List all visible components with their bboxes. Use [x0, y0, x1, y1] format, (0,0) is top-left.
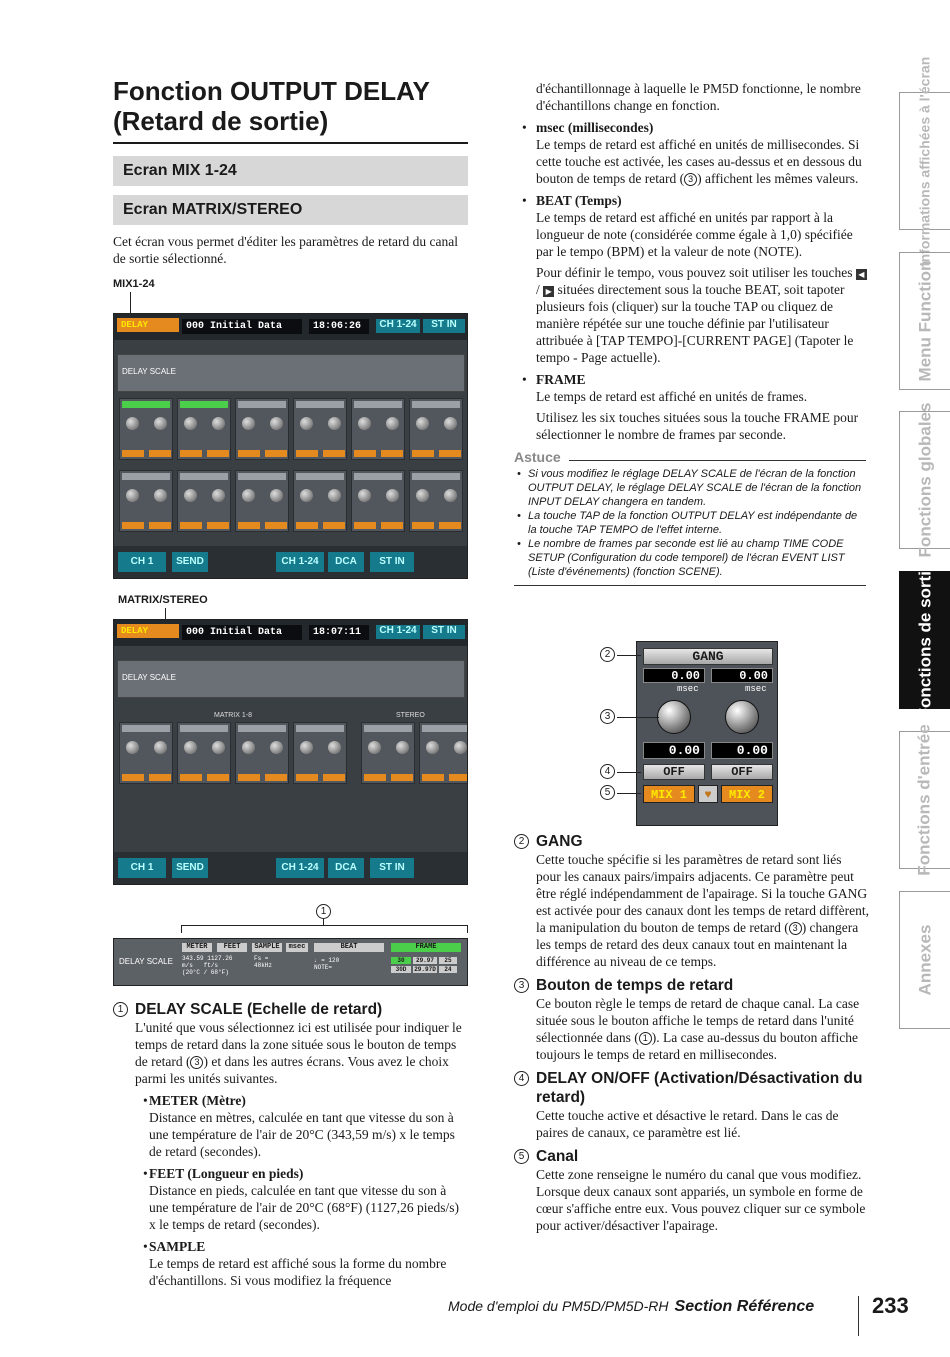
tab-annexes[interactable]: Annexes — [899, 891, 950, 1029]
fader-ch-button[interactable]: CH 1-24 — [276, 858, 324, 878]
channel-strip[interactable] — [235, 470, 289, 532]
title-rule — [113, 142, 468, 144]
feet-button[interactable]: FEET — [217, 943, 247, 952]
output-label: DELAY — [117, 624, 179, 638]
channel-strip[interactable] — [293, 470, 347, 532]
items-2-5 — [514, 832, 869, 1234]
page-title: Fonction OUTPUT DELAY (Retard de sortie) — [113, 76, 430, 136]
feet-unit: • FEET (Longueur en pieds) Distance en pieds, calculée en tant que vitesse du son à une température de l'air de 20°C (68°F) (1127,26 pieds/s) x le temps de retard (secondes). — [135, 1165, 469, 1233]
item-3-heading: 3 Bouton de temps de retard — [514, 976, 869, 995]
item-1-heading: 1 DELAY SCALE (Echelle de retard) — [113, 1000, 469, 1019]
footer-divider — [858, 1296, 859, 1336]
meter-unit: • METER (Mètre) Distance en mètres, calculée en tant que vitesse du son à une température de l'air de 20°C (343,59 m/s) x le temps de retard (secondes). — [135, 1092, 469, 1160]
st-in-button[interactable]: ST IN — [370, 552, 414, 572]
beat-unit: • BEAT (Temps) Le temps de retard est affiché en unités par rapport à la longueur de note (considérée comme égale à 1,0) spécifiée par le tempo (BPM) et la valeur de note (NOTE). Pour définir le tempo, vous pouvez soit utiliser les touches ◀ / ▶ situées directement sous la touche BEAT, soit tapoter plusieurs fois (cliquer) sur la touche TAP ou cliquez de manière répétée sur une touche définie par l'utilisateur attribuée à [TAP TEMPO]-[CURRENT PAGE] (Tapoter le tempo - Page actuelle). — [514, 192, 869, 366]
astuce-item: • Le nombre de frames par seconde est lié au champ TIME CODE SETUP (Configuration du code temporel) de l'écran EVENT LIST (Liste d'événements) (fonction SCENE). — [514, 537, 866, 579]
meter-section: CH 1-24 — [376, 625, 420, 639]
beat-button[interactable]: BEAT — [314, 943, 384, 952]
caption-mix: MIX1-24 — [113, 278, 155, 290]
sample-unit: • SAMPLE Le temps de retard est affiché sous la forme du nombre d'échantillons. Si vous modifiez la fréquence — [135, 1238, 469, 1289]
item-4-body: Cette touche active et désactive le retard. Dans le cas de paires de canaux, ce paramètre est lié. — [536, 1108, 839, 1140]
channel-strip[interactable] — [177, 722, 231, 784]
callout-4: 4 — [600, 764, 615, 779]
right-column — [514, 80, 869, 586]
tab-fonctions-globales[interactable]: Fonctions globales — [899, 411, 950, 549]
channel-strip[interactable] — [409, 470, 463, 532]
callout-3: 3 — [600, 709, 615, 724]
callout-5: 5 — [600, 785, 615, 800]
msec-value-right: 0.00 — [711, 668, 773, 683]
caption-matrix: MATRIX/STEREO — [118, 594, 208, 606]
channel-row-2 — [119, 470, 463, 532]
tab-informations[interactable]: Informations affichées à l'écran — [899, 92, 950, 230]
channel-strip[interactable] — [119, 398, 173, 460]
delay-off-button-left[interactable]: OFF — [643, 764, 705, 780]
frame-unit: • FRAME Le temps de retard est affiché en unités de frames. Utilisez les six touches situées sous la touche FRAME pour sélectionner le nombre de frames par seconde. — [514, 371, 869, 443]
tempo-down-icon: ◀ — [856, 269, 867, 280]
st-in-meter: ST IN — [423, 625, 465, 639]
channel-strip[interactable] — [119, 722, 173, 784]
item-1-body: L'unité que vous sélectionnez ici est utilisée pour indiquer le temps de retard dans la zone située sous le bouton de temps de retard ( 3 ) et dans les autres écrans. Vous avez le choix parmi les unités suivantes. — [135, 1020, 462, 1086]
tab-menu-function[interactable]: Menu Function — [899, 252, 950, 390]
heart-pair-icon[interactable]: ♥ — [698, 785, 718, 803]
dca-button[interactable]: DCA — [328, 858, 364, 878]
fader-ch-button[interactable]: CH 1-24 — [276, 552, 324, 572]
section-heading-mix: Ecran MIX 1-24 — [113, 156, 468, 186]
matrix-group-label: MATRIX 1-8 — [214, 712, 252, 719]
channel-strip[interactable] — [293, 722, 347, 784]
item-5-body: Cette zone renseigne le numéro du canal que vous modifiez. Lorsque deux canaux sont appariés, un symbole en forme de cœur s'affiche entre eux. Vous pouvez cliquer sur ce symbole pour activer/désactiver l'apairage. — [536, 1167, 866, 1233]
sample-continued: d'échantillonnage à laquelle le PM5D fonctionne, le nombre d'échantillons change en fonction. — [536, 81, 861, 113]
mix-screen — [113, 313, 468, 579]
meter-section: CH 1-24 — [376, 319, 420, 333]
delay-scale-panel: DELAY SCALE — [117, 354, 465, 392]
st-in-meter: ST IN — [423, 319, 465, 333]
dca-button[interactable]: DCA — [328, 552, 364, 572]
delay-off-button-right[interactable]: OFF — [711, 764, 773, 780]
section-heading-matrix: Ecran MATRIX/STEREO — [113, 195, 468, 225]
astuce-list — [514, 467, 866, 579]
callout-bracket — [181, 925, 468, 933]
footer: Mode d'emploi du PM5D/PM5D-RH Section Référence — [448, 1298, 815, 1315]
channel-label-right: MIX 2 — [721, 785, 773, 803]
tempo-up-icon: ▶ — [543, 286, 554, 297]
delay-knob-left[interactable] — [657, 700, 691, 734]
channel-strip[interactable] — [293, 398, 347, 460]
left-column — [113, 76, 469, 267]
msec-value-left: 0.00 — [643, 668, 705, 683]
sample-button[interactable]: SAMPLE — [252, 943, 282, 952]
channel-strip[interactable] — [235, 722, 289, 784]
scene-memory: 000 Initial Data — [182, 625, 302, 640]
channel-strip[interactable] — [119, 470, 173, 532]
tab-fonctions-sortie[interactable]: Fonctions de sortie — [899, 571, 950, 709]
selected-ch[interactable]: CH 1 — [118, 858, 166, 878]
channel-strip[interactable] — [361, 722, 415, 784]
channel-strip[interactable] — [419, 722, 468, 784]
present-time: 18:07:11 — [309, 625, 369, 640]
frame-rate-buttons: 30 29.97 25 30D 29.97D 24 — [391, 957, 457, 973]
page-number: 233 — [872, 1293, 909, 1318]
channel-strip[interactable] — [351, 398, 405, 460]
channel-strip[interactable] — [177, 470, 231, 532]
send-button[interactable]: SEND — [172, 552, 208, 572]
matrix-screen — [113, 619, 468, 885]
item-1-section — [113, 1000, 469, 1289]
channel-zoom-figure: GANG 0.00 0.00 msec msec 0.00 0.00 OFF OFF MIX 1 ♥ MIX 2 — [636, 641, 778, 826]
scene-memory: 000 Initial Data — [182, 319, 302, 334]
astuce-item: • Si vous modifiez le réglage DELAY SCALE de l'écran de la fonction OUTPUT DELAY, le réglage DELAY SCALE de l'écran de la fonction INPUT DELAY changera en tandem. — [514, 467, 866, 509]
delay-value-right: 0.00 — [711, 742, 773, 759]
selected-ch[interactable]: CH 1 — [118, 552, 166, 572]
delay-value-left: 0.00 — [643, 742, 705, 759]
delay-knob-right[interactable] — [725, 700, 759, 734]
item-3-body: Ce bouton règle le temps de retard de chaque canal. La case située sous le bouton affiche le temps de retard dans l'unité sélectionnée dans ( 1 ). La case au-dessus du bouton affiche toujours le temps de retard en millisecondes. — [536, 996, 860, 1062]
msec-unit: • msec (millisecondes) Le temps de retard est affiché en unités de millisecondes. Si cette touche est activée, les cases au-dessus et en dessous du bouton de temps de retard ( 3 ) affichent les mêmes valeurs. — [514, 119, 869, 187]
screen-footer — [114, 546, 467, 578]
astuce-rule — [514, 585, 866, 586]
send-button[interactable]: SEND — [172, 858, 208, 878]
callout-2: 2 — [600, 647, 615, 662]
channel-strip[interactable] — [177, 398, 231, 460]
channel-strip[interactable] — [351, 470, 405, 532]
astuce-item: • La touche TAP de la fonction OUTPUT DELAY est indépendante de la touche TAP TEMPO de l'effet interne. — [514, 509, 866, 537]
gang-button[interactable]: GANG — [643, 648, 773, 665]
output-label: DELAY — [117, 318, 179, 332]
present-time: 18:06:26 — [309, 319, 369, 334]
channel-row-1 — [119, 398, 463, 460]
channel-label-left: MIX 1 — [643, 785, 695, 803]
item-2-heading: 2 GANG — [514, 832, 869, 851]
st-in-button[interactable]: ST IN — [370, 858, 414, 878]
screen-footer — [114, 852, 467, 884]
meter-button[interactable]: METER — [182, 943, 212, 952]
frame-button[interactable]: FRAME — [391, 943, 461, 952]
intro-text: Cet écran vous permet d'éditer les paramètres de retard du canal de sortie sélectionné. — [113, 234, 459, 266]
channel-row-matrix — [119, 722, 468, 784]
stereo-group-label: STEREO — [396, 712, 425, 719]
delay-scale-detail: DELAY SCALE METER FEET SAMPLE msec BEAT FRAME 343.59 1127.26 m/s ft/s (20°C / 68°F) Fs = 48kHz ♩ = 120 NOTE= 30 29.97 25 30D 29.97D 24 — [113, 938, 468, 986]
item-5-heading: 5 Canal — [514, 1147, 869, 1166]
channel-strip[interactable] — [409, 398, 463, 460]
tab-fonctions-entree[interactable]: Fonctions d'entrée — [899, 731, 950, 869]
item-2-body: Cette touche spécifie si les paramètres de retard sont liés pour les canaux pairs/impairs adjacents. Ce paramètre peut être réglé indépendamment de l'apairage. Si la touche GANG est activée pour des canaux dont les temps de retard diffèrent, la manipulation du bouton de temps de retard ( 3 ) changera les temps de retard des deux canaux tout en maintenant la différence au niveau de ce temps. — [536, 852, 869, 969]
msec-button[interactable]: msec — [286, 943, 308, 952]
channel-strip[interactable] — [235, 398, 289, 460]
callout-1: 1 — [316, 904, 331, 919]
delay-scale-panel: DELAY SCALE — [117, 660, 465, 698]
item-4-heading: 4 DELAY ON/OFF (Activation/Désactivation du retard) — [514, 1069, 869, 1107]
astuce-header: Astuce — [514, 449, 866, 465]
